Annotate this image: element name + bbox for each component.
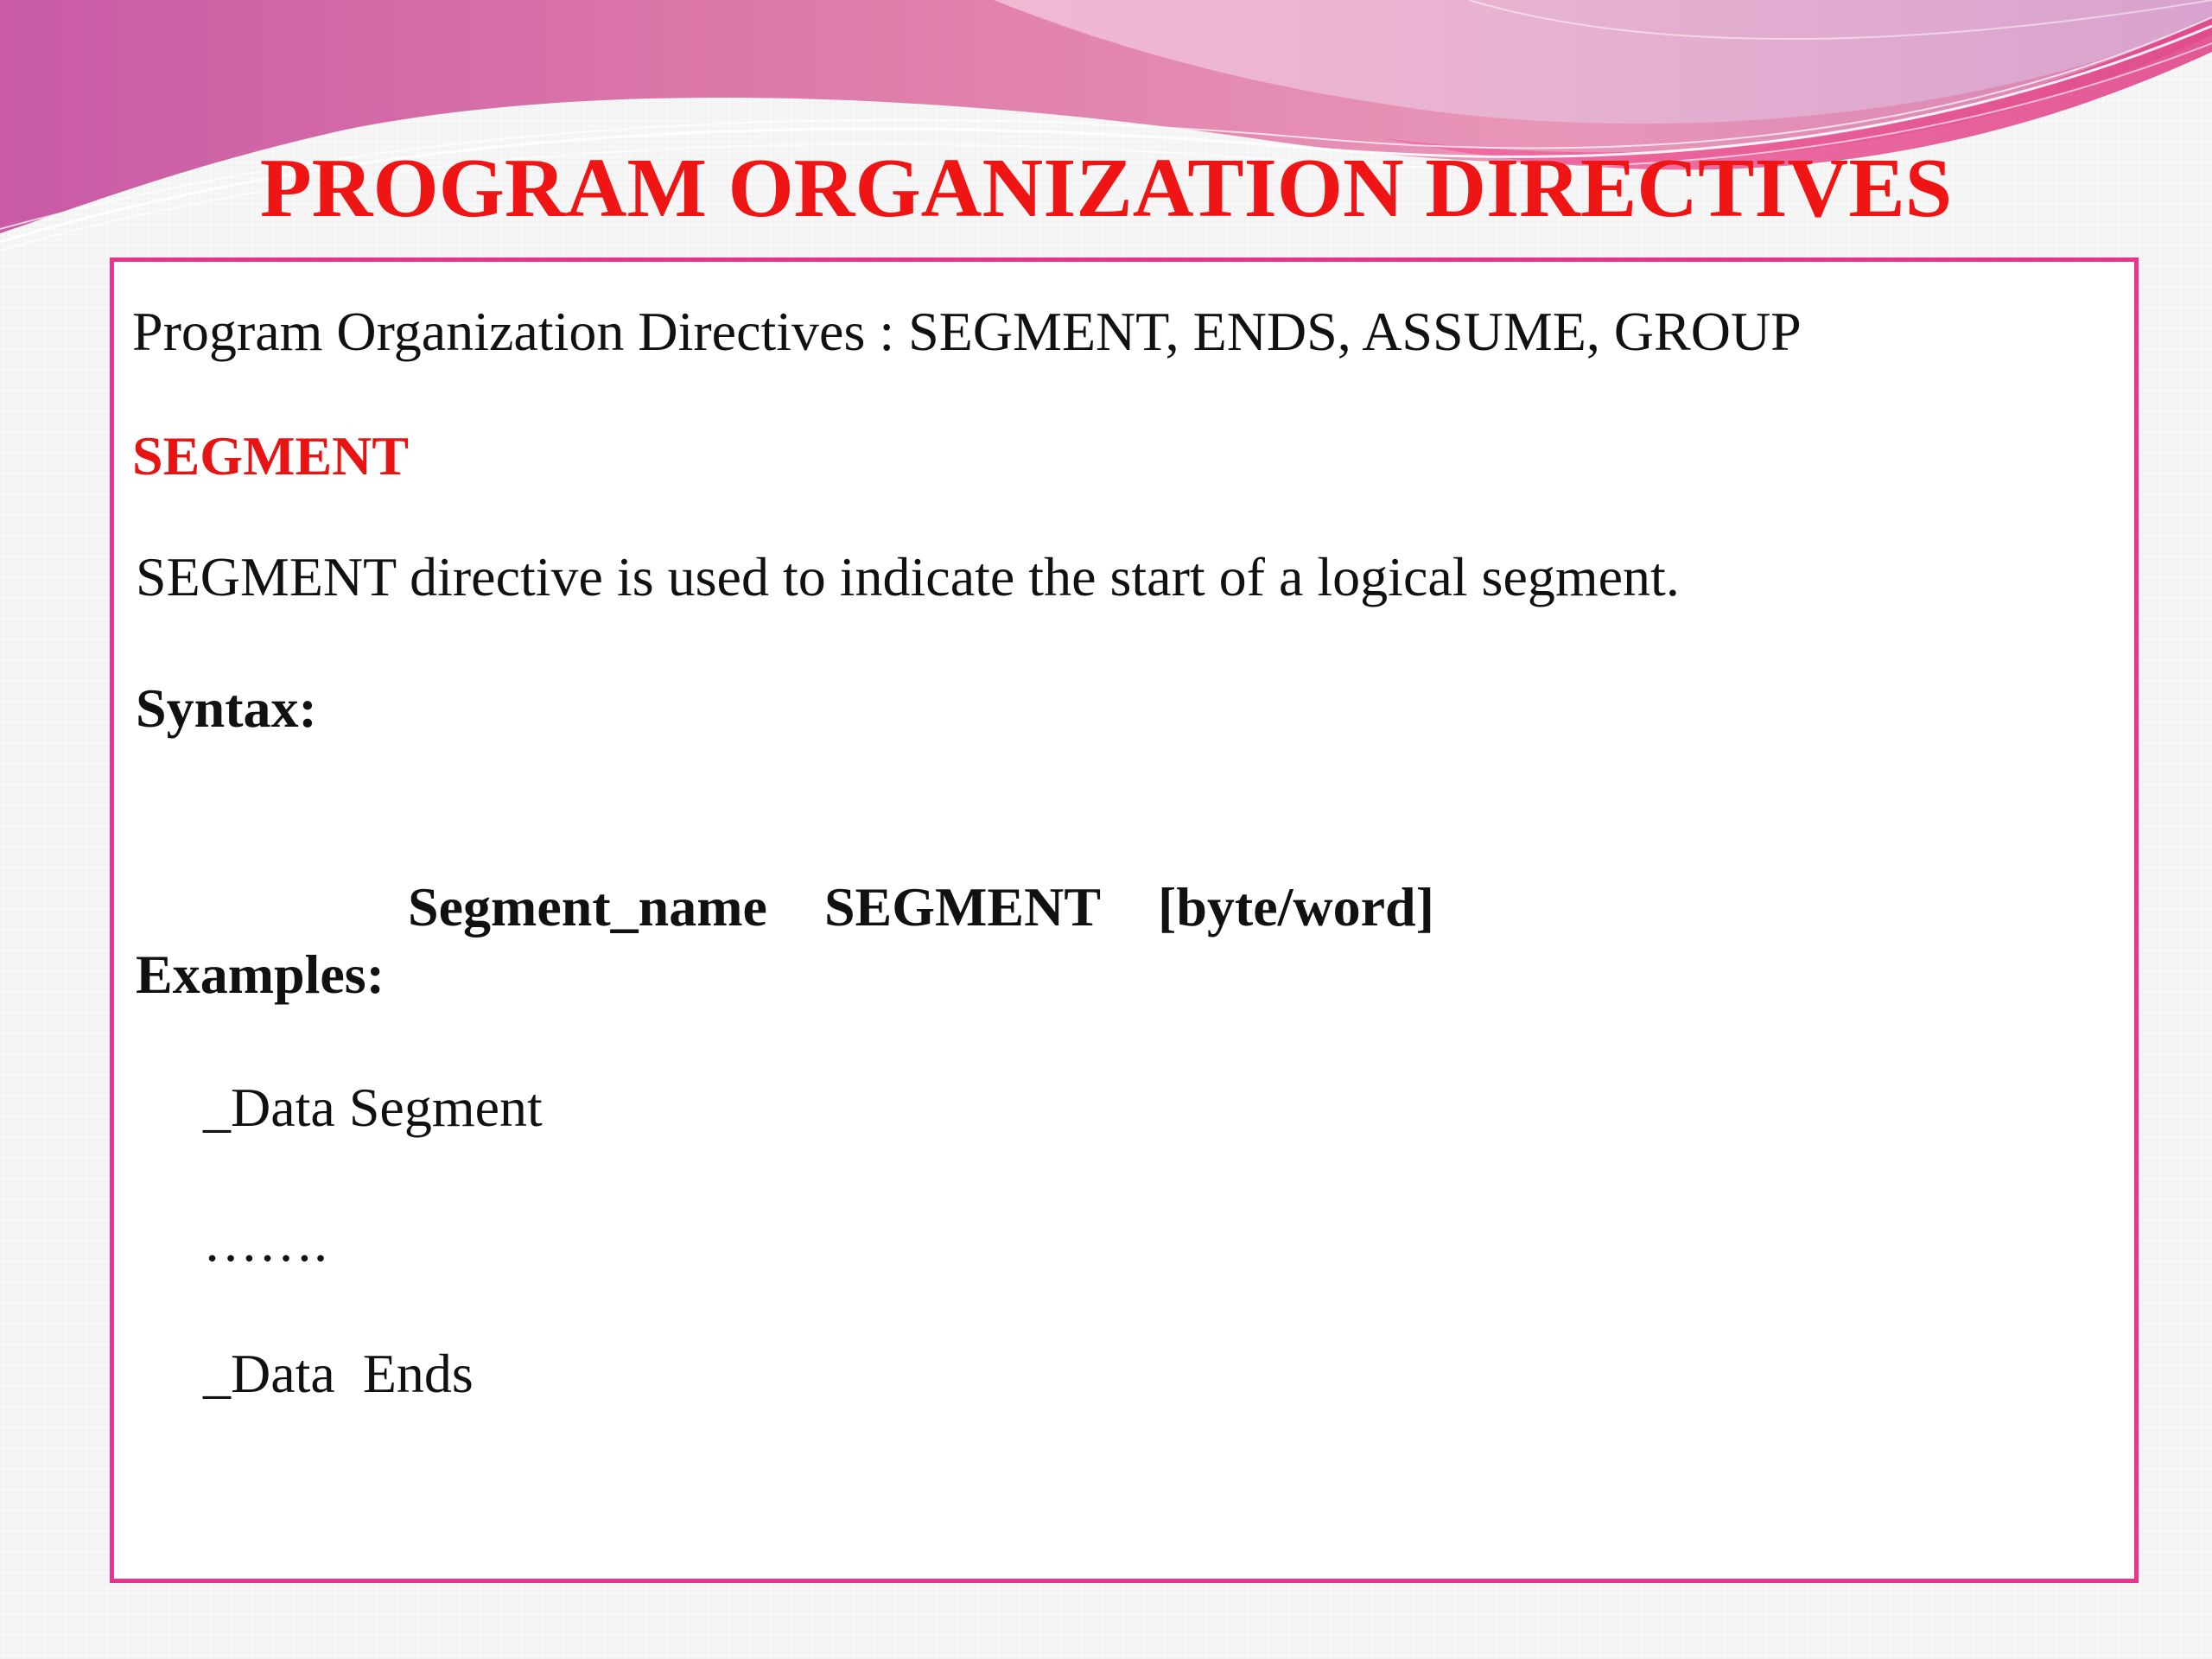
slide-title: PROGRAM ORGANIZATION DIRECTIVES [259, 142, 1953, 235]
examples-label: Examples: [136, 944, 385, 1005]
syntax-keyword: SEGMENT [823, 876, 1101, 938]
example-line: ……. [203, 1211, 327, 1273]
syntax-line [353, 809, 1434, 1006]
syntax-option: [byte/word] [1158, 876, 1434, 938]
syntax-segment-name: Segment_name [408, 876, 767, 938]
example-line: _Data Ends [203, 1343, 474, 1404]
syntax-label: Syntax: [136, 677, 317, 739]
section-heading: SEGMENT [132, 425, 410, 486]
description-text: SEGMENT directive is used to indicate the start of a logical segment. [136, 546, 1680, 607]
intro-text: Program Organization Directives : SEGMENT, ENDS, ASSUME, GROUP [132, 301, 1802, 362]
example-line: _Data Segment [203, 1077, 543, 1138]
